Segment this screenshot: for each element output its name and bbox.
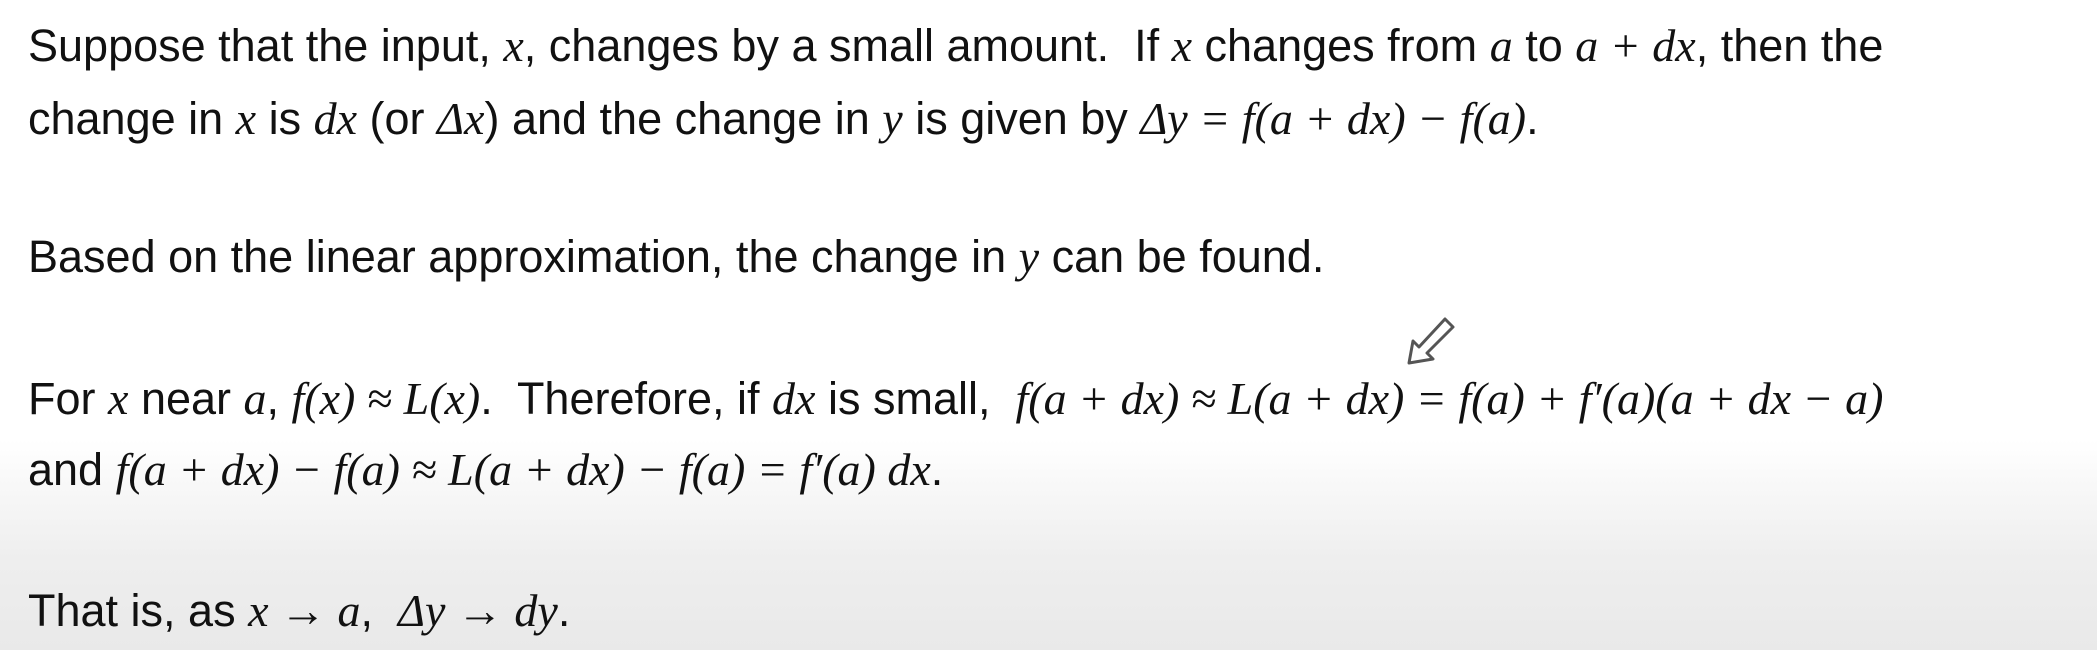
text: . <box>557 585 571 636</box>
text: , <box>266 373 292 424</box>
text: (or <box>357 93 438 144</box>
text: can be found. <box>1039 231 1325 282</box>
text: , <box>360 585 399 636</box>
text: to <box>1512 20 1576 71</box>
text: changes from <box>1192 20 1490 71</box>
math-differential-equation: f(a + dx) − f(a) ≈ L(a + dx) − f(a) = f′(a) dx <box>115 444 931 495</box>
text: and <box>28 444 116 495</box>
math-a: a <box>243 373 267 424</box>
text: ) and the change in <box>484 93 883 144</box>
text: Based on the linear approximation, the change in <box>28 231 1019 282</box>
math-y: y <box>1018 231 1040 282</box>
text: For <box>28 373 109 424</box>
math-delta-y-equation: Δy = f(a + dx) − f(a) <box>1140 93 1527 144</box>
paragraph-1-line-1 <box>28 19 1883 73</box>
math-delta-y-to-dy: Δy → dy <box>398 585 558 636</box>
paragraph-4 <box>28 584 570 638</box>
arrow-pointer-icon <box>1405 313 1459 367</box>
math-x-to-a: x → a <box>248 585 361 636</box>
math-a: a <box>1489 20 1513 71</box>
paragraph-3-line-1 <box>28 372 1883 426</box>
text: . Therefore, if <box>480 373 773 424</box>
math-x: x <box>235 93 257 144</box>
text: , then the <box>1695 20 1884 71</box>
text: is <box>256 93 314 144</box>
math-x: x <box>503 20 524 71</box>
text: , changes by a small amount. If <box>523 20 1172 71</box>
math-dx: dx <box>313 93 358 144</box>
paragraph-1-line-2 <box>28 92 1539 146</box>
text: That is, as <box>28 585 249 636</box>
text: is given by <box>902 93 1141 144</box>
math-dx: dx <box>772 373 816 424</box>
text: . <box>1526 93 1539 144</box>
paragraph-2 <box>28 230 1324 284</box>
text: change in <box>28 93 236 144</box>
text: near <box>128 373 244 424</box>
math-x: x <box>1171 20 1193 71</box>
text: is small, <box>815 373 1016 424</box>
math-y: y <box>882 93 903 144</box>
math-x: x <box>108 373 129 424</box>
text: . <box>930 444 944 495</box>
math-a-plus-dx: a + dx <box>1575 20 1696 71</box>
math-f-approx-l: f(x) ≈ L(x) <box>291 373 481 424</box>
text: Suppose that the input, <box>28 20 504 71</box>
paragraph-3-line-2 <box>28 443 943 497</box>
math-delta-x: Δx <box>437 93 485 144</box>
math-linear-approximation-equation: f(a + dx) ≈ L(a + dx) = f(a) + f′(a)(a + dx − a) <box>1015 373 1884 424</box>
